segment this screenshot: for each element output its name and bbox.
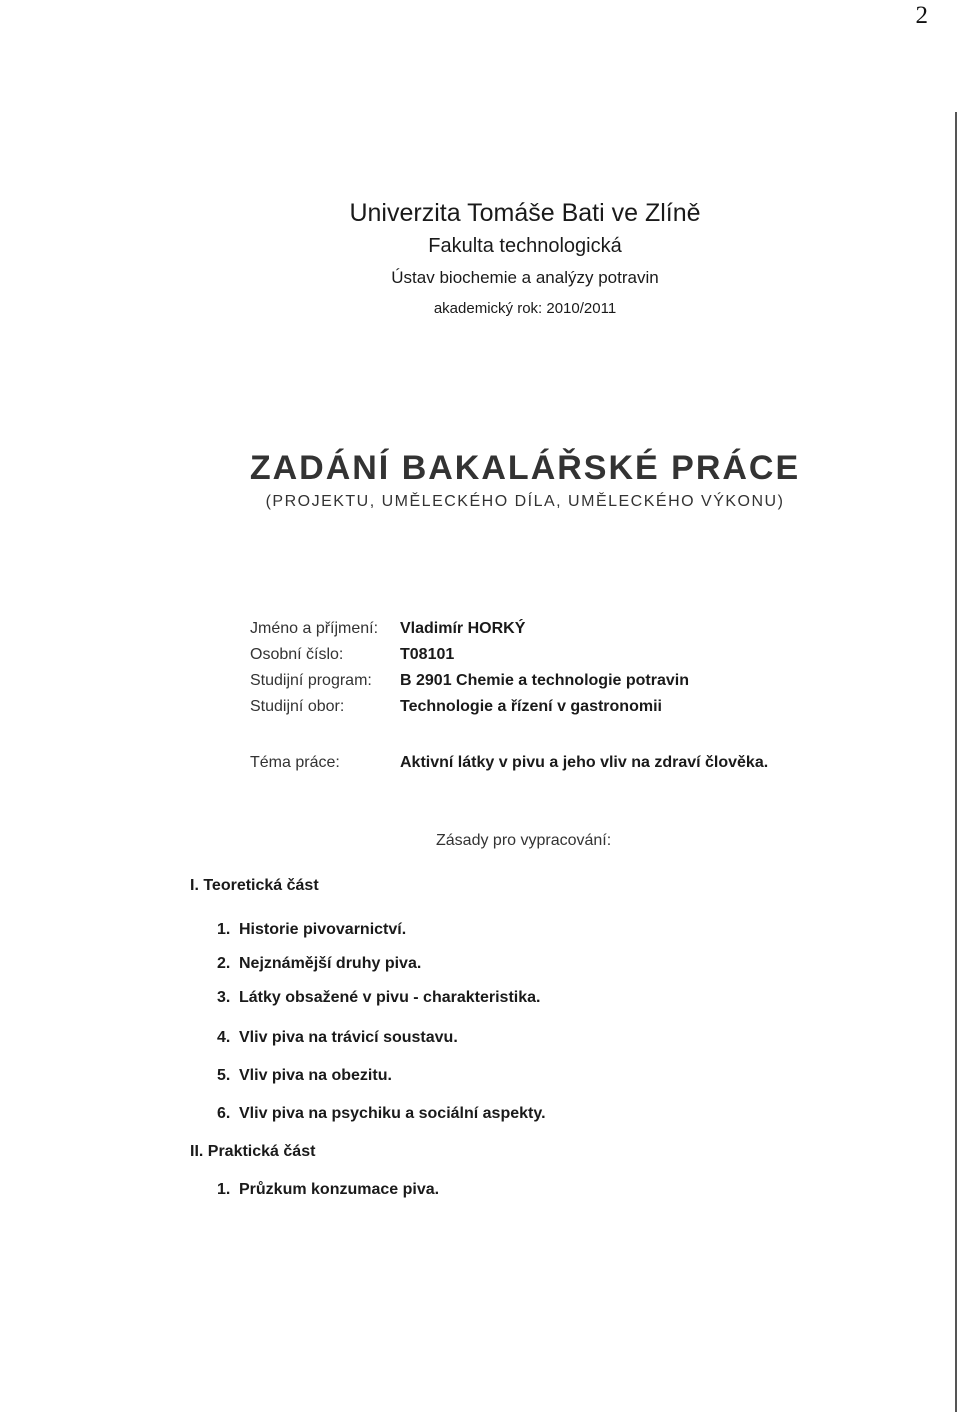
principles-heading: Zásady pro vypracování: — [436, 832, 612, 849]
list-item — [217, 989, 540, 1007]
faculty-name: Fakulta technologická — [428, 235, 622, 257]
id-label: Osobní číslo: — [250, 646, 344, 663]
item-number: 1. — [217, 1181, 231, 1198]
list-item — [217, 955, 421, 973]
item-number: 2. — [217, 955, 231, 972]
field-label: Studijní obor: — [250, 698, 345, 715]
item-text: Vliv piva na obezitu. — [239, 1067, 392, 1084]
item-number: 6. — [217, 1105, 231, 1122]
program-label: Studijní program: — [250, 672, 372, 689]
academic-year: akademický rok: 2010/2011 — [433, 300, 617, 317]
topic-label: Téma práce: — [250, 754, 340, 771]
section-title: I. Teoretická část — [190, 877, 319, 894]
id-value: T08101 — [400, 646, 455, 663]
section-title: II. Praktická část — [190, 1143, 316, 1160]
item-text: Historie pivovarnictví. — [239, 921, 407, 938]
field-value: Technologie a řízení v gastronomii — [400, 698, 662, 715]
name-label: Jméno a příjmení: — [250, 620, 379, 637]
item-text: Vliv piva na psychiku a sociální aspekty. — [239, 1105, 546, 1122]
item-text: Průzkum konzumace piva. — [239, 1181, 440, 1198]
title-block — [0, 448, 960, 516]
list-item — [217, 1029, 458, 1047]
item-number: 4. — [217, 1029, 231, 1046]
item-text: Vliv piva na trávicí soustavu. — [239, 1029, 458, 1046]
item-text: Látky obsažené v pivu - charakteristika. — [239, 989, 541, 1006]
item-number: 5. — [217, 1067, 231, 1084]
document-subtitle: (PROJEKTU, UMĚLECKÉHO DÍLA, UMĚLECKÉHO VÝKONU) — [265, 493, 785, 510]
list-item — [217, 1067, 392, 1085]
document-title: ZADÁNÍ BAKALÁŘSKÉ PRÁCE — [249, 449, 801, 487]
topic-value: Aktivní látky v pivu a jeho vliv na zdraví člověka. — [400, 754, 769, 771]
list-item — [217, 1105, 546, 1123]
program-value: B 2901 Chemie a technologie potravin — [400, 672, 689, 689]
list-item — [217, 921, 406, 939]
item-number: 1. — [217, 921, 231, 938]
item-text: Nejznámější druhy piva. — [239, 955, 422, 972]
document-header — [0, 196, 960, 324]
university-name: Univerzita Tomáše Bati ve Zlíně — [349, 199, 701, 227]
page-number: 2 — [915, 2, 928, 29]
list-item — [217, 1181, 439, 1199]
item-number: 3. — [217, 989, 231, 1006]
name-value: Vladimír HORKÝ — [400, 620, 526, 637]
institute-name: Ústav biochemie a analýzy potravin — [391, 268, 659, 287]
